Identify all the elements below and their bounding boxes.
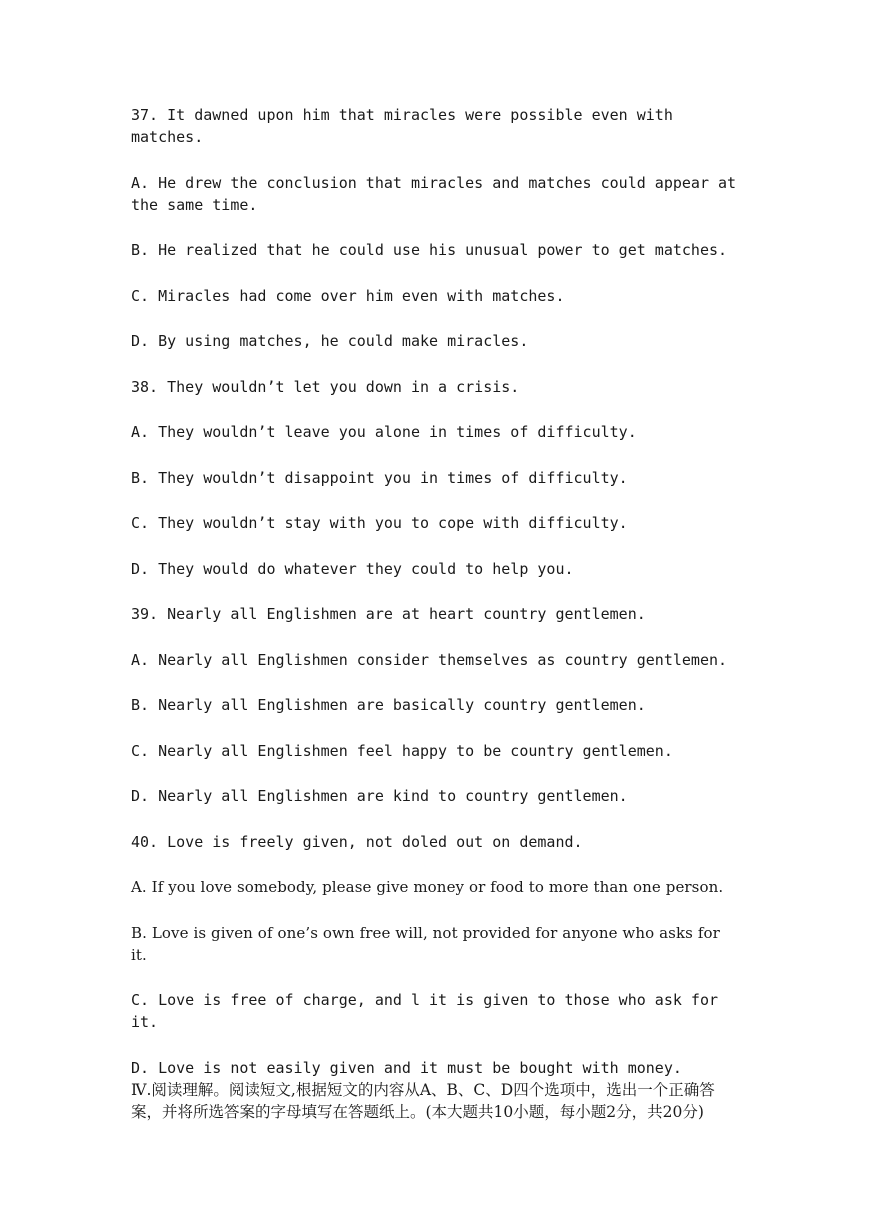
question-40-option-d: D. Love is not easily given and it must be bought with money. xyxy=(131,1058,682,1077)
question-37-option-c: C. Miracles had come over him even with matches. xyxy=(131,286,565,305)
question-38-option-b: B. They wouldn’t disappoint you in times of difficulty. xyxy=(131,468,628,487)
question-39-option-d: D. Nearly all Englishmen are kind to country gentlemen. xyxy=(131,787,628,805)
document-page xyxy=(131,104,739,1124)
question-37-option-d: D. By using matches, he could make miracles. xyxy=(131,332,529,350)
question-37-stem: 37. It dawned upon him that miracles were possible even with matches. xyxy=(131,106,673,146)
question-37-option-a: A. He drew the conclusion that miracles and matches could appear at the same time. xyxy=(131,173,737,214)
question-38-option-d: D. They would do whatever they could to help you. xyxy=(131,559,574,578)
question-39-option-a: A. Nearly all Englishmen consider themselves as country gentlemen. xyxy=(131,650,728,669)
question-38-option-c: C. They wouldn’t stay with you to cope with difficulty. xyxy=(131,514,628,532)
question-39-stem: 39. Nearly all Englishmen are at heart country gentlemen. xyxy=(131,605,646,623)
question-39-option-b: B. Nearly all Englishmen are basically country gentlemen. xyxy=(131,696,646,714)
section-iv-instructions: Ⅳ.阅读理解。阅读短文,根据短文的内容从A、B、C、D四个选项中，选出一个正确答案，并将所选答案的字母填写在答题纸上。(本大题共10小题，每小题2分，共20分) xyxy=(131,1080,715,1121)
question-37-option-b: B. He realized that he could use his unusual power to get matches. xyxy=(131,241,728,259)
question-40-option-a: A. If you love somebody, please give money or food to more than one person. xyxy=(131,878,724,896)
question-38-option-a: A. They wouldn’t leave you alone in times of difficulty. xyxy=(131,423,637,441)
question-39-option-c: C. Nearly all Englishmen feel happy to be country gentlemen. xyxy=(131,741,673,760)
question-40-option-b: B. Love is given of one’s own free will, not provided for anyone who asks for it. xyxy=(131,923,720,964)
question-40-option-c: C. Love is free of charge, and l it is given to those who ask for it. xyxy=(131,991,718,1031)
question-38-stem: 38. They wouldn’t let you down in a crisis. xyxy=(131,377,520,396)
question-40-stem: 40. Love is freely given, not doled out on demand. xyxy=(131,832,583,851)
